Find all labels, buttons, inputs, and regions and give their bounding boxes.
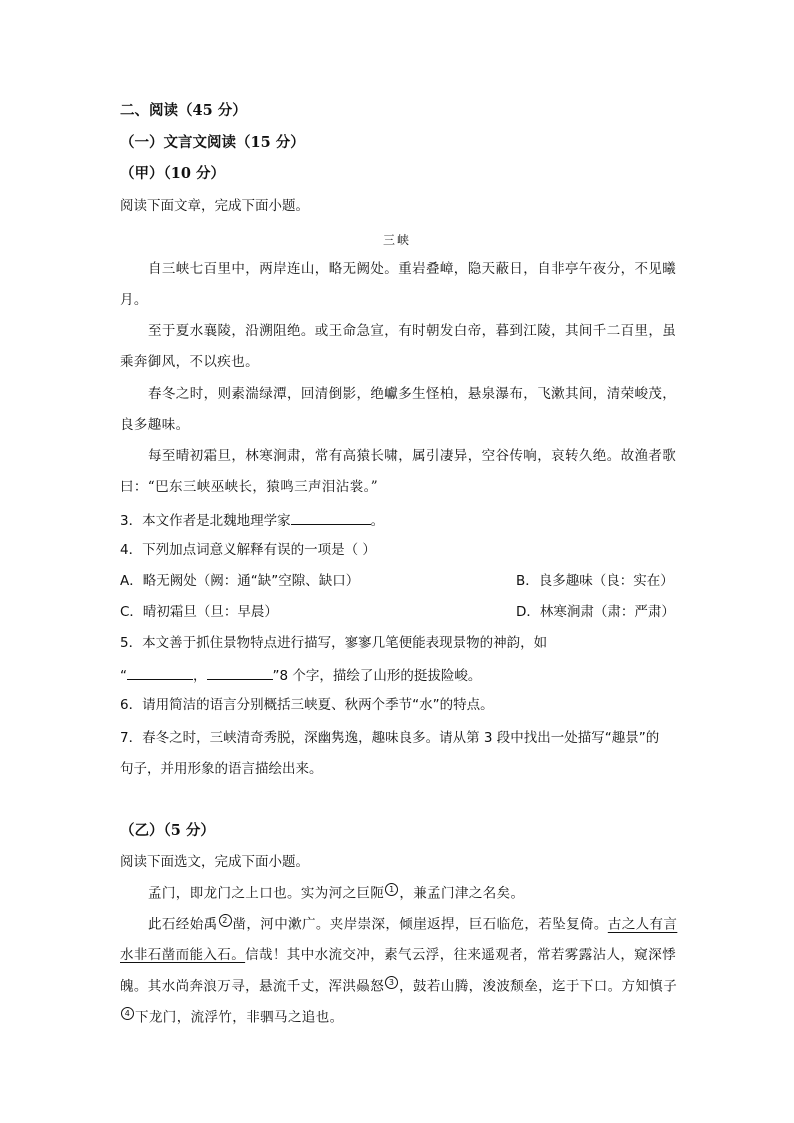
passage-paragraph-1-line-1: 自三峡七百里中，两岸连山，略无阙处。重岩叠嶂，隐天蔽日，自非亭午夜分，不见曦 <box>148 261 677 277</box>
question-5-end: ”8 个字，描绘了山形的挺拔险峻。 <box>272 668 482 684</box>
passage-paragraph-2-line-2: 乘奔御风，不以疾也。 <box>120 354 259 370</box>
passage-yi-instruction: 阅读下面选文，完成下面小题。 <box>120 854 309 870</box>
text-run: 此石经始禹 <box>148 916 218 933</box>
footnote-marker: 3 <box>385 976 398 989</box>
classical-reading-heading: （一）文言文阅读（15 分） <box>120 134 305 151</box>
passage-yi-paragraph-2-line-1 <box>148 914 677 935</box>
passage-paragraph-2-line-1: 至于夏水襄陵，沿溯阻绝。或王命急宣，有时朝发白帝，暮到江陵，其间千二百里，虽 <box>148 323 677 339</box>
section-heading: 二、阅读（45 分） <box>120 102 247 119</box>
question-3-end: 。 <box>370 513 385 529</box>
option-b[interactable]: B．良多趣味（良：实在） <box>516 573 674 589</box>
passage-jia-instruction: 阅读下面文章，完成下面小题。 <box>120 198 309 214</box>
passage-yi-paragraph-2-line-3 <box>120 976 677 997</box>
passage-jia-heading: （甲）（10 分） <box>120 165 225 182</box>
text-run: ，兼孟门津之名矣。 <box>399 885 525 902</box>
passage-yi-paragraph-2-line-4 <box>120 1007 344 1028</box>
question-4-options-row-2 <box>120 602 675 622</box>
text-run: 凿，河中漱广。夹岸崇深，倾崖返捍，巨石临危，若坠复倚。 <box>232 916 608 933</box>
text-run: 魄。其水尚奔浪万寻，悬流千丈，浑洪赑怒 <box>120 978 385 995</box>
question-3-text: 3．本文作者是北魏地理学家 <box>120 513 291 529</box>
text-run: 孟门，即龙门之上口也。实为河之巨阨 <box>148 885 385 902</box>
option-d[interactable]: D．林寒涧肃（肃：严肃） <box>516 604 675 620</box>
comma: ， <box>193 668 207 684</box>
text-run: ，鼓若山腾，浚波颓垒，迄于下口。方知慎子 <box>399 978 678 995</box>
question-5-line-1: 5．本文善于抓住景物特点进行描写，寥寥几笔便能表现景物的神韵，如 <box>120 635 548 651</box>
footnote-marker: 4 <box>121 1007 134 1020</box>
passage-paragraph-1-line-2: 月。 <box>120 292 148 308</box>
passage-yi-heading: （乙）（5 分） <box>120 822 215 839</box>
question-7-line-1: 7．春冬之时，三峡清奇秀脱，深幽隽逸，趣味良多。请从第 3 段中找出一处描写“趣景”的 <box>120 730 660 746</box>
answer-blank[interactable] <box>127 664 193 680</box>
option-c[interactable]: C．晴初霜旦（旦：早晨） <box>120 604 278 620</box>
option-a[interactable]: A．略无阙处（阙：通“缺”空隙、缺口） <box>120 573 360 589</box>
question-3 <box>120 509 384 531</box>
text-run: 信哉！其中水流交冲，素气云浮，往来遥观者，常若雾露沾人，窥深悸 <box>245 947 677 963</box>
footnote-marker: 1 <box>385 883 398 896</box>
passage-title: 三峡 <box>382 233 411 247</box>
underlined-sentence: 水非石凿而能入石。 <box>120 947 246 963</box>
question-4: 4．下列加点词意义解释有误的一项是（ ） <box>120 542 376 558</box>
text-run: 下龙门，流浮竹，非驷马之追也。 <box>135 1009 344 1026</box>
passage-yi-paragraph-2-line-2 <box>120 945 676 965</box>
passage-paragraph-4-line-2: 曰：“巴东三峡巫峡长，猿鸣三声泪沾裳。” <box>120 479 379 495</box>
open-quote: “ <box>120 668 127 684</box>
question-4-options-row-1 <box>120 571 674 591</box>
question-6: 6．请用简洁的语言分别概括三峡夏、秋两个季节“水”的特点。 <box>120 697 494 713</box>
question-5-line-2 <box>120 664 481 686</box>
underlined-sentence: 古之人有言 <box>607 916 678 933</box>
passage-paragraph-4-line-1: 每至晴初霜旦，林寒涧肃，常有高猿长啸，属引凄异，空谷传响，哀转久绝。故渔者歌 <box>148 448 677 464</box>
passage-paragraph-3-line-1: 春冬之时，则素湍绿潭，回清倒影，绝巘多生怪柏，悬泉瀑布，飞漱其间，清荣峻茂， <box>148 386 677 402</box>
footnote-marker: 2 <box>219 914 232 927</box>
question-7-line-2: 句子，并用形象的语言描绘出来。 <box>120 761 323 777</box>
passage-yi-paragraph-1 <box>148 883 524 904</box>
passage-paragraph-3-line-2: 良多趣味。 <box>120 417 190 433</box>
answer-blank[interactable] <box>207 664 273 680</box>
answer-blank[interactable] <box>291 509 371 525</box>
